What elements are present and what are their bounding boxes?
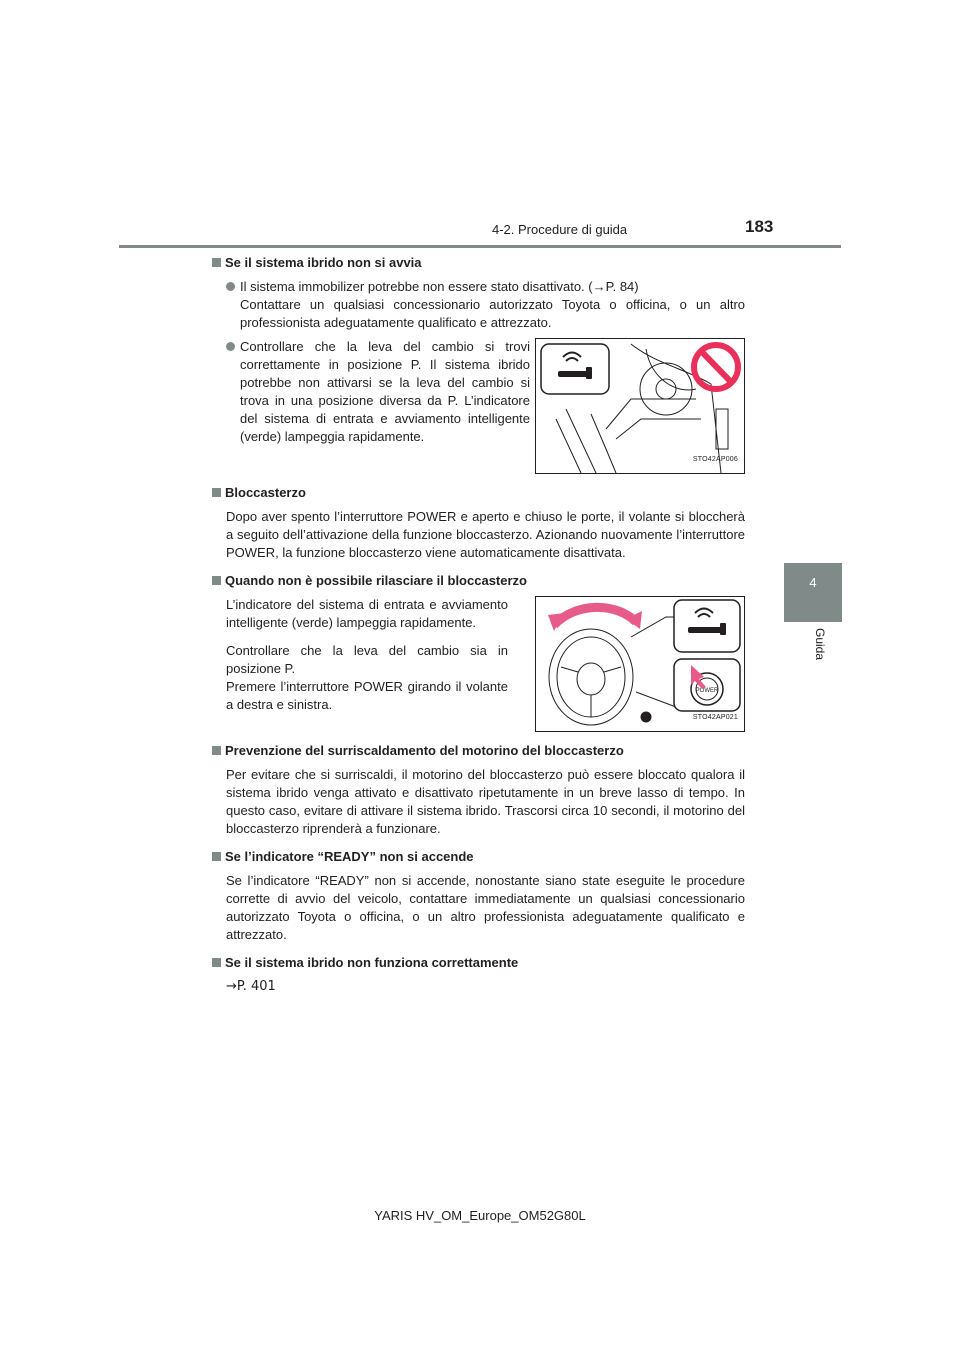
rotation-arrow-icon — [554, 607, 636, 625]
paragraph: Premere l’interruttore POWER girando il volante a destra e sinistra. — [226, 679, 508, 712]
square-bullet-icon — [212, 958, 221, 967]
section-body: Per evitare che si surriscaldi, il motorino del bloccasterzo può essere bloccato qualora il sistema ibrido venga attivato e disattivato ripetutamente in un breve lasso di tempo. In questo caso, evitare di attivare il sistema ibrido. Trascorsi circa 10 secondi, il motorino del bloccasterzo riprenderà a funzionare. — [226, 767, 745, 836]
chapter-number: 4 — [809, 575, 817, 590]
bullet-item — [226, 278, 745, 332]
square-bullet-icon — [212, 576, 221, 585]
bullet-text: Contattare un qualsiasi concessionario autorizzato Toyota o officina, o un altro professionista adeguatamente qualificato e attrezzato. — [240, 297, 745, 330]
chapter-label: Guida — [813, 628, 827, 661]
figure-code: STO42AP021 — [692, 714, 738, 721]
page-content — [212, 254, 745, 1002]
paragraph: Controllare che la leva del cambio sia in posizione P. — [226, 643, 508, 676]
section-heading: Se l’indicatore “READY” non si accende — [212, 848, 745, 866]
section-heading: Quando non è possibile rilasciare il bloccasterzo — [212, 572, 745, 590]
section-heading: Prevenzione del surriscaldamento del motorino del bloccasterzo — [212, 742, 745, 760]
bullet-text: Il sistema immobilizer potrebbe non essere stato disattivato. (→P. 84) — [240, 279, 639, 294]
header-rule — [119, 245, 841, 248]
page-number: 183 — [745, 217, 774, 236]
chapter-tab — [784, 563, 842, 622]
figure-code: STO42AP006 — [692, 456, 738, 463]
section-text — [226, 596, 508, 714]
header-section-title: 4-2. Procedure di guida — [492, 222, 628, 237]
round-bullet-icon — [226, 282, 235, 291]
shift-lever-illustration — [535, 338, 745, 474]
paragraph: L’indicatore del sistema di entrata e avviamento intelligente (verde) lampeggia rapidamente. — [226, 597, 508, 630]
square-bullet-icon — [212, 258, 221, 267]
section-heading: Se il sistema ibrido non si avvia — [212, 254, 745, 272]
steering-wheel-illustration — [535, 596, 745, 732]
text-with-figure — [226, 596, 745, 732]
footer-document-code: YARIS HV_OM_Europe_OM52G80L — [374, 1208, 586, 1223]
round-bullet-icon — [226, 342, 235, 351]
section-body: Se l’indicatore “READY” non si accende, nonostante siano state eseguite le procedure corrette di avvio del veicolo, contattare immediatamente un qualsiasi concessionario autorizzato Toyota o officina, o un altro professionista adeguatamente qualificato e attrezzato. — [226, 873, 745, 942]
indicator-callout — [674, 600, 740, 652]
section-body: Dopo aver spento l’interruttore POWER e aperto e chiuso le porte, il volante si bloccherà a seguito dell’attivazione della funzione bloccasterzo. Azionando nuovamente l’interruttore POWER, la funzione bloccasterzo viene automaticamente disattivata. — [226, 509, 745, 560]
bullet-text: Controllare che la leva del cambio si trovi correttamente in posizione P. Il sistema ibrido potrebbe non attivarsi se la leva del cambio si trova in una posizione diversa da P. L’indicatore del sistema di entrata e avviamento intelligente (verde) lampeggia rapidamente. — [240, 339, 530, 444]
bullet-item — [226, 338, 530, 446]
power-label: POWER — [695, 688, 719, 694]
page-reference: →P. 401 — [226, 979, 276, 994]
square-bullet-icon — [212, 746, 221, 755]
section-heading: Bloccasterzo — [212, 484, 745, 502]
square-bullet-icon — [212, 488, 221, 497]
section-heading: Se il sistema ibrido non funziona correttamente — [212, 954, 745, 972]
prohibited-icon — [694, 345, 738, 389]
bullet-with-figure — [212, 338, 745, 474]
square-bullet-icon — [212, 852, 221, 861]
indicator-callout — [541, 344, 609, 394]
